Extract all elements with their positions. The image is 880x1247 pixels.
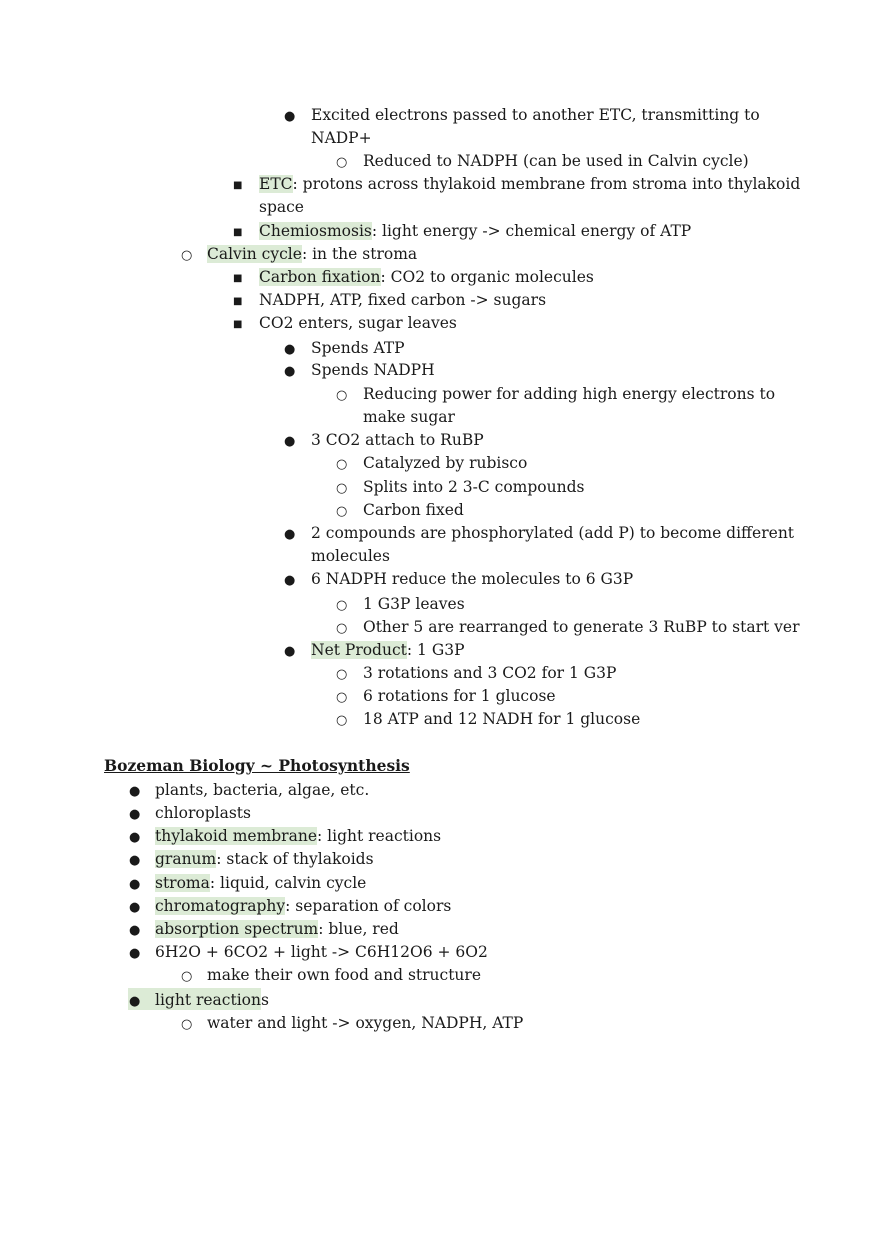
list-item: Other 5 are rearranged to generate 3 RuBP to start ver [363,618,800,636]
list-item: 1 G3P leaves [363,595,465,613]
list-item: ETC: protons across thylakoid membrane from stroma into thylakoid [259,175,801,193]
list-item: water and light -> oxygen, NADPH, ATP [207,1014,524,1032]
bullet-square-icon [233,221,253,244]
list-item: Chemiosmosis: light energy -> chemical energy of ATP [259,222,692,240]
highlighted-term: granum [155,850,217,868]
list-item: Carbon fixation: CO2 to organic molecules [259,268,594,286]
list-item: 3 rotations and 3 CO2 for 1 G3P [363,664,617,682]
bullet-dot-icon [284,569,304,591]
bullet-dot-icon [284,105,304,127]
highlighted-term: ETC [259,175,293,193]
bullet-circle-icon [336,663,356,685]
bullet-dot-icon [129,849,149,871]
list-item: make their own food and structure [207,966,481,984]
list-item: 18 ATP and 12 NADH for 1 glucose [363,710,641,728]
list-item: Catalyzed by rubisco [363,454,528,472]
list-item-continuation: NADP+ [311,129,372,147]
bullet-circle-icon [336,709,356,731]
highlighted-term: thylakoid membrane [155,827,317,845]
list-item: Net Product: 1 G3P [311,641,465,659]
list-item: Reducing power for adding high energy electrons to [363,385,776,403]
highlighted-term: absorption spectrum [155,920,319,938]
list-item-continuation: make sugar [363,408,455,426]
bullet-dot-icon [284,338,304,360]
list-item: Spends ATP [311,339,405,357]
bullet-dot-icon [129,826,149,848]
list-item: NADPH, ATP, fixed carbon -> sugars [259,291,547,309]
bullet-dot-icon [284,430,304,452]
list-item: Carbon fixed [363,501,464,519]
list-item: light reactions [155,991,269,1009]
list-item: chloroplasts [155,804,251,822]
highlighted-term: Carbon fixation [259,268,381,286]
highlighted-term: stroma [155,874,210,892]
bullet-circle-icon [336,477,356,499]
bullet-circle-icon [181,244,201,266]
list-item: chromatography: separation of colors [155,897,452,915]
list-item: stroma: liquid, calvin cycle [155,874,367,892]
list-item: 2 compounds are phosphorylated (add P) to become different [311,524,795,542]
list-item: 3 CO2 attach to RuBP [311,431,484,449]
bullet-dot-icon [129,873,149,895]
bullet-circle-icon [336,384,356,406]
bullet-dot-icon [129,896,149,918]
list-item: Reduced to NADPH (can be used in Calvin cycle) [363,152,749,170]
list-item: plants, bacteria, algae, etc. [155,781,370,799]
list-item: 6H2O + 6CO2 + light -> C6H12O6 + 6O2 [155,943,488,961]
list-item: Excited electrons passed to another ETC, transmitting to [311,106,760,124]
bullet-dot-icon [129,803,149,825]
list-item-continuation: molecules [311,547,390,565]
list-item: granum: stack of thylakoids [155,850,374,868]
list-item: absorption spectrum: blue, red [155,920,399,938]
list-item: 6 NADPH reduce the molecules to 6 G3P [311,570,634,588]
bullet-circle-icon [181,1013,201,1035]
list-item: thylakoid membrane: light reactions [155,827,442,845]
bullet-circle-icon [336,617,356,639]
highlighted-term: Net Product [311,641,407,659]
list-item-continuation: space [259,198,304,216]
list-item: Splits into 2 3-C compounds [363,478,585,496]
list-item: Spends NADPH [311,361,435,379]
highlighted-term: Chemiosmosis [259,222,372,240]
bullet-square-icon [233,313,253,336]
bullet-dot-icon [129,990,149,1012]
bullet-circle-icon [336,594,356,616]
bullet-circle-icon [336,151,356,173]
highlighted-term: chromatography [155,897,286,915]
list-item: Calvin cycle: in the stroma [207,245,418,263]
bullet-circle-icon [181,965,201,987]
bullet-dot-icon [284,523,304,545]
bullet-dot-icon [284,360,304,382]
bullet-circle-icon [336,500,356,522]
bullet-dot-icon [129,780,149,802]
list-item: CO2 enters, sugar leaves [259,314,457,332]
bullet-square-icon [233,267,253,290]
section-heading: Bozeman Biology ~ Photosynthesis [104,756,410,775]
bullet-circle-icon [336,686,356,708]
highlighted-term: Calvin cycle [207,245,302,263]
bullet-square-icon [233,174,253,197]
bullet-circle-icon [336,453,356,475]
bullet-dot-icon [284,640,304,662]
list-item: 6 rotations for 1 glucose [363,687,556,705]
bullet-dot-icon [129,919,149,941]
bullet-square-icon [233,290,253,313]
bullet-dot-icon [129,942,149,964]
